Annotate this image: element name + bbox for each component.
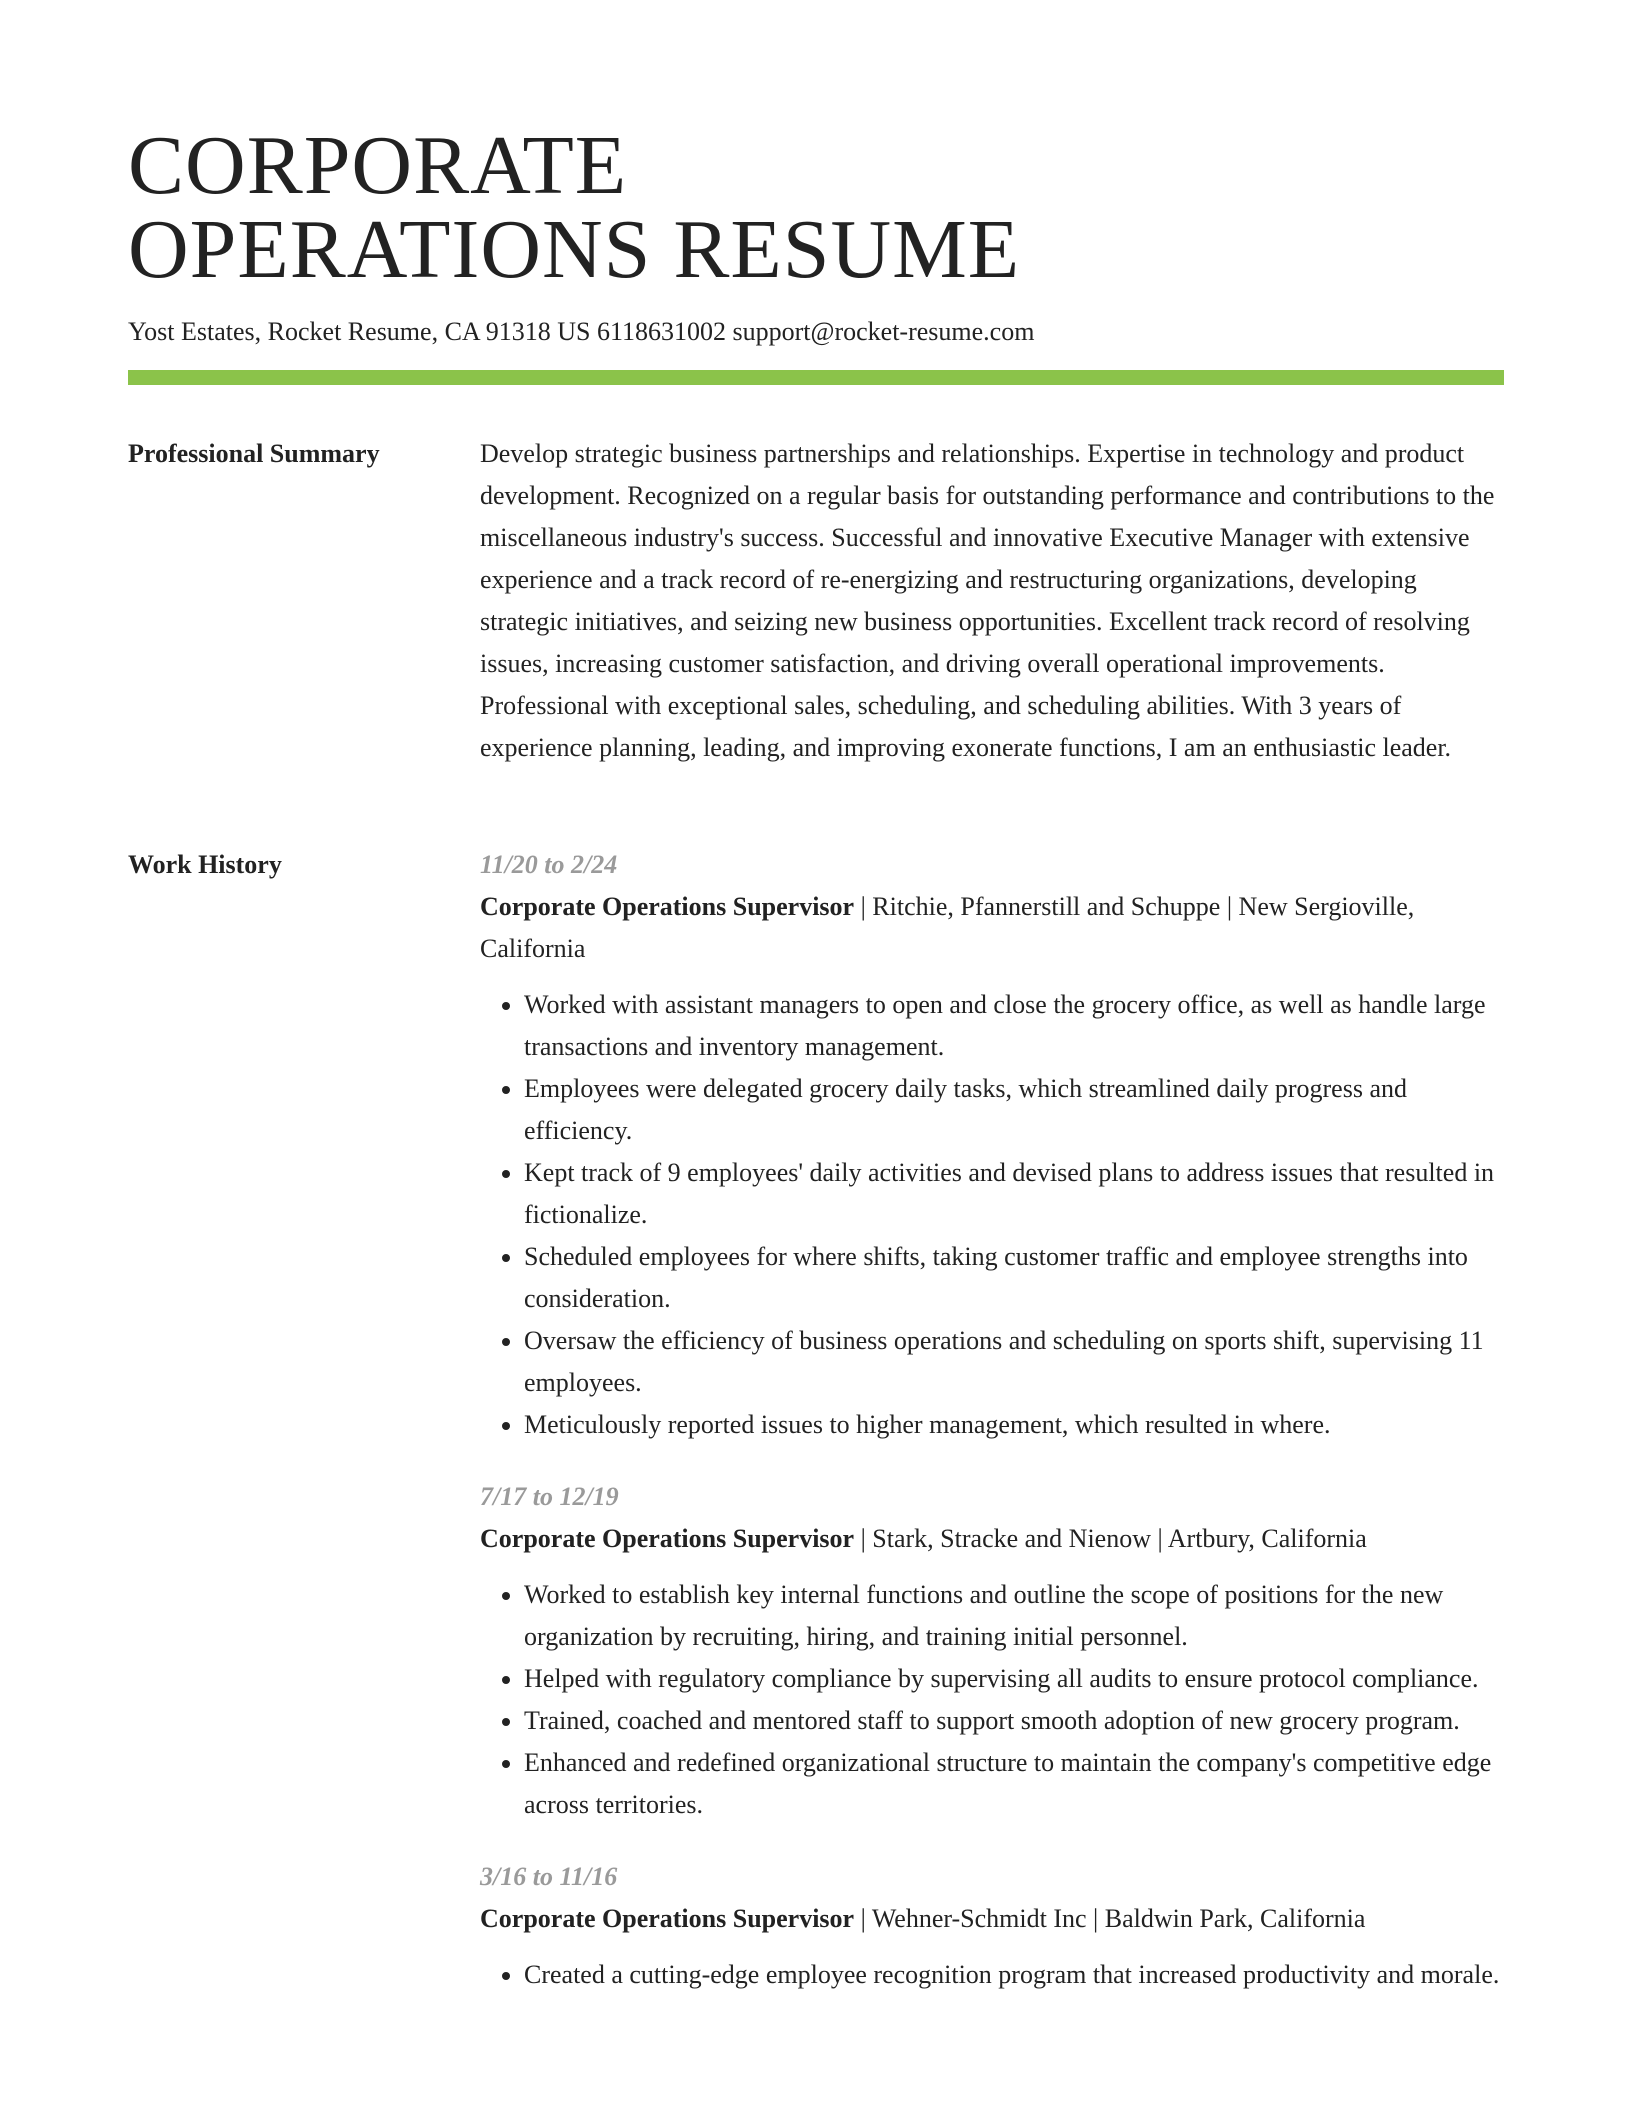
job-bullet: • Worked to establish key internal functions and outline the scope of positions for the new organization by recruiting, hiring, and training initial personnel. [524, 1574, 1504, 1658]
job-bullet: • Created a cutting-edge employee recognition program that increased productivity and morale. [524, 1954, 1504, 1996]
job-title: Corporate Operations Supervisor [480, 892, 855, 921]
job-dates: 3/16 to 11/16 [480, 1862, 618, 1891]
job-bullet: • Helped with regulatory compliance by supervising all audits to ensure protocol compliance. [524, 1658, 1504, 1700]
job-bullet: • Enhanced and redefined organizational structure to maintain the company's competitive edge across territories. [524, 1742, 1504, 1826]
job-dates: 7/17 to 12/19 [480, 1482, 619, 1511]
job-bullet: • Employees were delegated grocery daily tasks, which streamlined daily progress and efficiency. [524, 1068, 1504, 1152]
job-bullets [480, 1574, 1504, 1826]
resume-title [128, 119, 1021, 296]
job-bullet: • Meticulously reported issues to higher management, which resulted in where. [524, 1404, 1504, 1446]
section-label-summary: Professional Summary [128, 439, 380, 468]
job-employer-location: | Wehner-Schmidt Inc | Baldwin Park, California [854, 1904, 1366, 1933]
job-heading [480, 1518, 1504, 1560]
job-dates: 11/20 to 2/24 [480, 850, 618, 879]
job-bullet: • Trained, coached and mentored staff to support smooth adoption of new grocery program. [524, 1700, 1504, 1742]
work-history-list [480, 844, 1504, 2026]
job-bullets [480, 1954, 1504, 1996]
job-bullet: • Kept track of 9 employees' daily activities and devised plans to address issues that resulted in fictionalize. [524, 1152, 1504, 1236]
job-entry [480, 1476, 1504, 1826]
job-heading [480, 1898, 1504, 1940]
job-entry [480, 1856, 1504, 1996]
contact-info: Yost Estates, Rocket Resume, CA 91318 US 6118631002 support@rocket-resume.com [128, 317, 1035, 346]
job-bullet: • Worked with assistant managers to open and close the grocery office, as well as handle large transactions and inventory management. [524, 984, 1504, 1068]
summary-text: Develop strategic business partnerships and relationships. Expertise in technology and product development. Recognized on a regular basis for outstanding performance and contributions to the miscellaneous industry's success. Successful and innovative Executive Manager with extensive experience and a track record of re-energizing and restructuring organizations, developing strategic initiatives, and seizing new business opportunities. Excellent track record of resolving issues, increasing customer satisfaction, and driving overall operational improvements. Professional with exceptional sales, scheduling, and scheduling abilities. With 3 years of experience planning, leading, and improving exonerate functions, I am an enthusiastic leader. [480, 439, 1495, 762]
section-label-work-history: Work History [128, 850, 282, 879]
job-title: Corporate Operations Supervisor [480, 1904, 855, 1933]
header-divider [128, 370, 1504, 385]
job-employer-location: | Stark, Stracke and Nienow | Artbury, California [854, 1524, 1367, 1553]
job-entry [480, 844, 1504, 1446]
job-bullet: • Oversaw the efficiency of business operations and scheduling on sports shift, supervising 11 employees. [524, 1320, 1504, 1404]
job-bullets [480, 984, 1504, 1446]
job-heading [480, 886, 1504, 970]
job-bullet: • Scheduled employees for where shifts, taking customer traffic and employee strengths into consideration. [524, 1236, 1504, 1320]
resume-title-line2: OPERATIONS RESUME [128, 203, 1021, 296]
job-title: Corporate Operations Supervisor [480, 1524, 855, 1553]
job-employer-location: | Ritchie, Pfannerstill and Schuppe | New Sergioville, California [480, 892, 1415, 963]
resume-title-line1: CORPORATE [128, 119, 628, 212]
